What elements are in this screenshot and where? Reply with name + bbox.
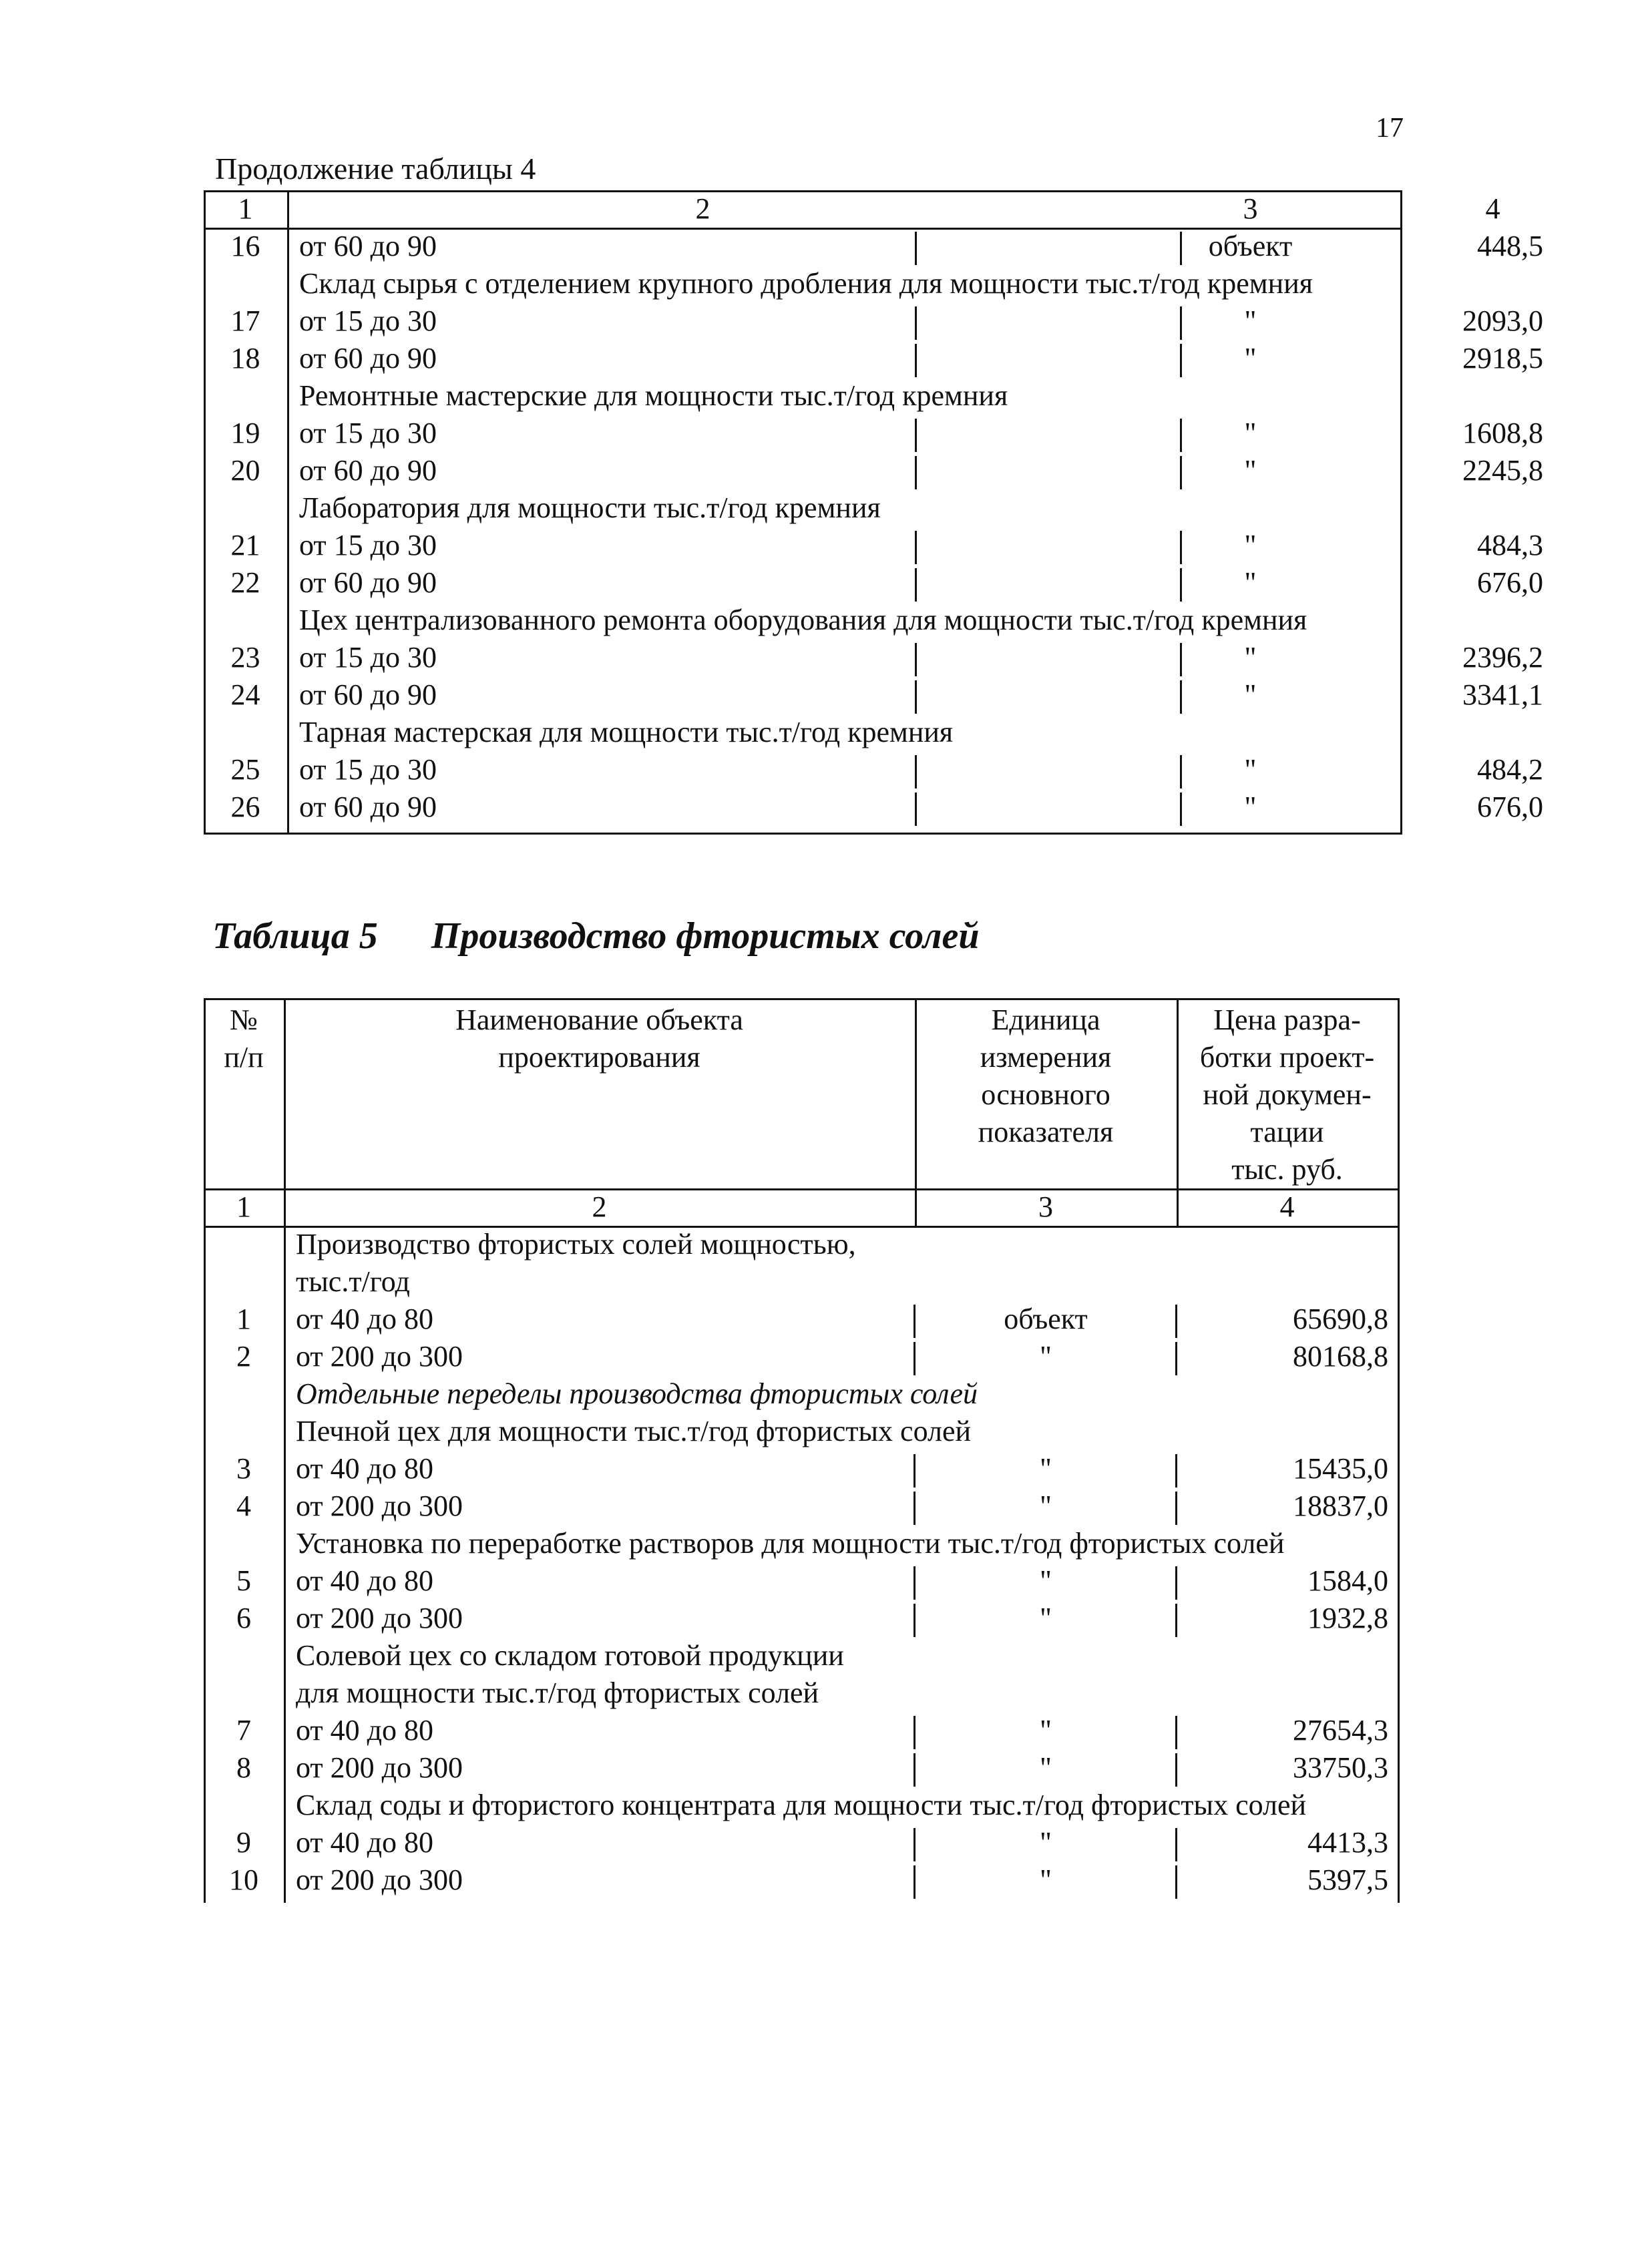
table-row <box>204 415 1543 452</box>
row-price: 1584,0 <box>1307 1564 1388 1597</box>
row-name: от 200 до 300 <box>296 1602 463 1634</box>
group-title: для мощности тыс.т/год фтористых солей <box>296 1676 819 1709</box>
table4-header-col2: 2 <box>695 192 710 225</box>
row-number: 21 <box>230 529 260 561</box>
row-name: от 15 до 30 <box>299 304 437 337</box>
row-unit: " <box>1040 1826 1052 1859</box>
table-row <box>204 302 1543 340</box>
row-unit: " <box>1244 753 1257 786</box>
row-price: 676,0 <box>1477 566 1543 599</box>
table4-header-col3: 3 <box>1243 192 1258 225</box>
table-group-row <box>204 1637 1400 1674</box>
row-name: от 15 до 30 <box>299 529 437 561</box>
row-number: 19 <box>230 417 260 449</box>
row-unit: " <box>1040 1340 1052 1373</box>
table-group-row <box>204 1375 1400 1413</box>
row-name: от 15 до 30 <box>299 641 437 674</box>
table-row <box>204 1301 1400 1338</box>
row-name: от 60 до 90 <box>299 342 437 375</box>
row-name: от 60 до 90 <box>299 566 437 599</box>
row-unit: " <box>1244 342 1257 375</box>
row-number: 4 <box>236 1490 251 1522</box>
row-price: 65690,8 <box>1293 1303 1388 1335</box>
row-number: 23 <box>230 641 260 674</box>
group-title: Отдельные переделы производства фтористых солей <box>296 1377 978 1410</box>
row-unit: " <box>1040 1490 1052 1522</box>
row-unit: " <box>1244 529 1257 561</box>
row-number: 6 <box>236 1602 251 1634</box>
row-number: 1 <box>236 1303 251 1335</box>
row-price: 15435,0 <box>1293 1452 1388 1485</box>
group-title: Склад соды и фтористого концентрата для мощности тыс.т/год фтористых солей <box>296 1789 1307 1821</box>
group-title: Тарная мастерская для мощности тыс.т/год кремния <box>299 716 954 748</box>
row-number: 20 <box>230 454 260 487</box>
table-group-row <box>204 1413 1400 1450</box>
table-group-row <box>204 1525 1400 1562</box>
group-title: Производство фтористых солей мощностью, <box>296 1228 856 1261</box>
row-name: от 60 до 90 <box>299 790 437 823</box>
row-name: от 15 до 30 <box>299 753 437 786</box>
row-price: 80168,8 <box>1293 1340 1388 1373</box>
table-group-row <box>204 714 1400 751</box>
row-number: 7 <box>236 1714 251 1747</box>
table5-col-num-header: № п/п <box>224 1003 264 1074</box>
group-title: Установка по переработке растворов для мощности тыс.т/год фтористых солей <box>296 1527 1285 1560</box>
group-title: Цех централизованного ремонта оборудования для мощности тыс.т/год кремния <box>299 604 1307 636</box>
table-row <box>204 1749 1400 1787</box>
row-price: 448,5 <box>1477 230 1543 262</box>
row-price: 33750,3 <box>1293 1751 1388 1784</box>
row-price: 3341,1 <box>1462 678 1543 711</box>
row-number: 8 <box>236 1751 251 1784</box>
row-price: 484,3 <box>1477 529 1543 561</box>
row-unit: " <box>1244 454 1257 487</box>
table-group-row <box>204 1263 1400 1301</box>
row-number: 18 <box>230 342 260 375</box>
page-number: 17 <box>1376 113 1404 144</box>
table4-header-row <box>204 190 1500 228</box>
row-name: от 200 до 300 <box>296 1340 463 1373</box>
row-price: 2093,0 <box>1462 304 1543 337</box>
table5-number-col3: 3 <box>1038 1190 1053 1223</box>
row-price: 4413,3 <box>1307 1826 1388 1859</box>
table4-header-col4: 4 <box>1485 192 1500 225</box>
row-number: 3 <box>236 1452 251 1485</box>
row-name: от 200 до 300 <box>296 1863 463 1896</box>
table-group-row <box>204 377 1400 415</box>
row-price: 1932,8 <box>1307 1602 1388 1634</box>
table-row <box>204 676 1543 714</box>
row-unit: " <box>1244 641 1257 674</box>
row-unit: " <box>1244 566 1257 599</box>
table-row <box>204 1712 1400 1749</box>
group-title: тыс.т/год <box>296 1265 410 1298</box>
table-row <box>204 1600 1400 1637</box>
table-group-row <box>204 1226 1400 1263</box>
table5-name: Производство фтористых солей <box>431 915 980 957</box>
row-name: от 40 до 80 <box>296 1564 434 1597</box>
table5-number-col4: 4 <box>1279 1190 1295 1223</box>
row-unit: " <box>1244 678 1257 711</box>
table-row <box>204 452 1543 489</box>
row-price: 2245,8 <box>1462 454 1543 487</box>
table-row <box>204 1824 1400 1861</box>
table-row <box>204 340 1543 377</box>
row-price: 676,0 <box>1477 790 1543 823</box>
row-unit: " <box>1244 304 1257 337</box>
row-number: 10 <box>229 1863 258 1896</box>
row-price: 1608,8 <box>1462 417 1543 449</box>
table-row <box>204 788 1543 826</box>
table-row <box>204 1450 1400 1488</box>
group-title: Печной цех для мощности тыс.т/год фтористых солей <box>296 1415 972 1447</box>
row-name: от 200 до 300 <box>296 1490 463 1522</box>
table-row <box>204 1861 1400 1899</box>
row-unit: " <box>1040 1863 1052 1896</box>
row-number: 9 <box>236 1826 251 1859</box>
table-group-row <box>204 1674 1400 1712</box>
row-unit: " <box>1040 1751 1052 1784</box>
row-price: 2396,2 <box>1462 641 1543 674</box>
row-number: 16 <box>230 230 260 262</box>
table4-header-col1: 1 <box>238 192 253 225</box>
row-number: 2 <box>236 1340 251 1373</box>
row-name: от 40 до 80 <box>296 1303 434 1335</box>
table5-col-unit-header: Единица измерения основного показателя <box>978 1003 1114 1148</box>
row-unit: объект <box>1004 1303 1088 1335</box>
row-number: 22 <box>230 566 260 599</box>
row-number: 5 <box>236 1564 251 1597</box>
table4-continuation-label: Продолжение таблицы 4 <box>215 152 536 186</box>
table-group-row <box>204 265 1400 302</box>
table5-label: Таблица 5 <box>212 915 378 957</box>
table5-number-col1: 1 <box>236 1190 251 1223</box>
row-price: 18837,0 <box>1293 1490 1388 1522</box>
row-price: 27654,3 <box>1293 1714 1388 1747</box>
table-group-row <box>204 489 1400 527</box>
row-number: 24 <box>230 678 260 711</box>
table5-col-price-header: Цена разра- ботки проект- ной докумен- тации тыс. руб. <box>1199 1003 1375 1186</box>
row-unit: " <box>1040 1564 1052 1597</box>
table-row <box>204 564 1543 602</box>
row-number: 26 <box>230 790 260 823</box>
group-title: Солевой цех со складом готовой продукции <box>296 1639 844 1672</box>
group-title: Ремонтные мастерские для мощности тыс.т/год кремния <box>299 379 1008 412</box>
row-name: от 60 до 90 <box>299 230 437 262</box>
row-name: от 40 до 80 <box>296 1826 434 1859</box>
row-name: от 40 до 80 <box>296 1452 434 1485</box>
table-group-row <box>204 602 1400 639</box>
row-name: от 60 до 90 <box>299 454 437 487</box>
table5-col-name-header: Наименование объекта проектирования <box>455 1003 743 1074</box>
table5-number-col2: 2 <box>592 1190 607 1223</box>
row-price: 2918,5 <box>1462 342 1543 375</box>
row-unit: " <box>1244 417 1257 449</box>
row-name: от 200 до 300 <box>296 1751 463 1784</box>
table-row <box>204 751 1543 788</box>
table-row <box>204 1562 1400 1600</box>
table-row <box>204 228 1543 265</box>
row-name: от 15 до 30 <box>299 417 437 449</box>
row-name: от 40 до 80 <box>296 1714 434 1747</box>
row-unit: объект <box>1208 230 1293 262</box>
table-row <box>204 527 1543 564</box>
row-unit: " <box>1040 1602 1052 1634</box>
table-group-row <box>204 1787 1400 1824</box>
row-number: 25 <box>230 753 260 786</box>
table-row <box>204 1338 1400 1375</box>
row-price: 5397,5 <box>1307 1863 1388 1896</box>
row-price: 484,2 <box>1477 753 1543 786</box>
table5-title <box>212 915 979 957</box>
group-title: Лаборатория для мощности тыс.т/год кремния <box>299 491 881 524</box>
row-unit: " <box>1040 1714 1052 1747</box>
table-row <box>204 1488 1400 1525</box>
table5-number-row <box>204 1188 1400 1226</box>
row-name: от 60 до 90 <box>299 678 437 711</box>
group-title: Склад сырья с отделением крупного дробления для мощности тыс.т/год кремния <box>299 267 1313 300</box>
table-row <box>204 639 1543 676</box>
row-number: 17 <box>230 304 260 337</box>
row-unit: " <box>1040 1452 1052 1485</box>
row-unit: " <box>1244 790 1257 823</box>
